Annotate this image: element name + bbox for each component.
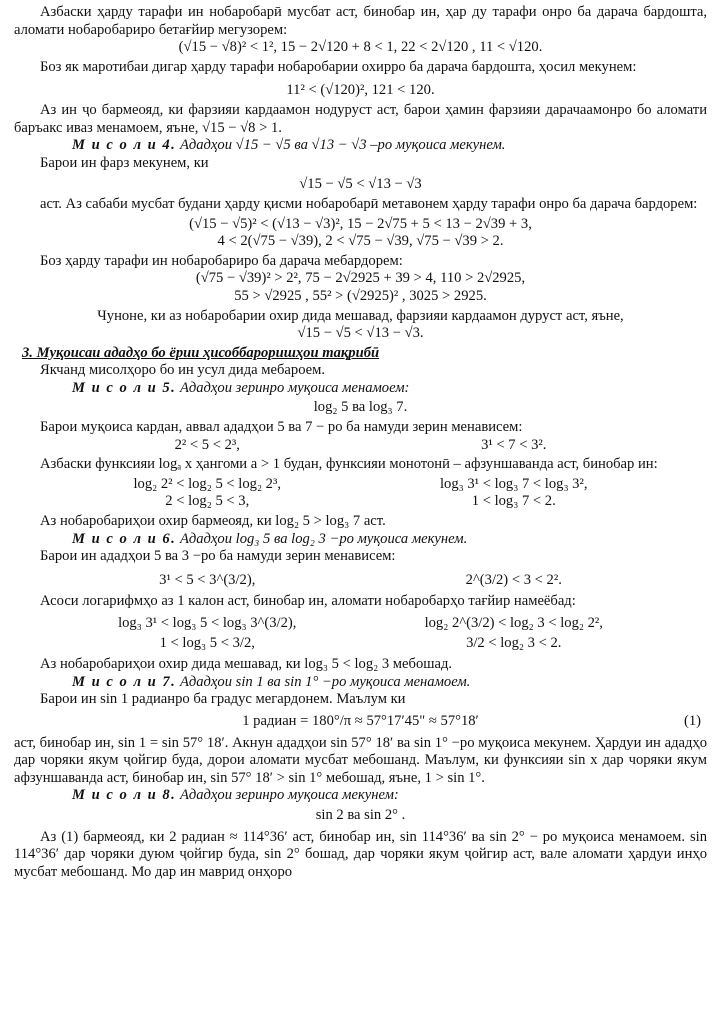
- paragraph: Боз ҳарду тарафи ин нобаробариро ба дарача мебардорем:: [40, 252, 403, 269]
- formula-pair: [14, 615, 707, 633]
- paragraph: Барои ин фарз мекунем, ки: [40, 154, 209, 171]
- formula: (√75 − √39)² > 2², 75 − 2√2925 + 39 > 4, 110 > 2√2925,: [195, 270, 526, 287]
- example-number: М и с о л и 4.: [72, 137, 177, 154]
- formula: sin 2 ва sin 2° .: [315, 806, 406, 823]
- example-heading: [14, 787, 707, 805]
- example-statement: Ададҳои log₃ 5 ва log₂ 3 −ро муқоиса мекунем.: [176, 530, 468, 547]
- formula-left: 2² < 5 < 2³,: [174, 436, 240, 453]
- formula-pair: [14, 635, 707, 653]
- formula: 4 < 2(√75 − √39), 2 < √75 − √39, √75 − √39 > 2.: [217, 233, 504, 250]
- example-number: М и с о л и 6.: [72, 530, 177, 547]
- formula-left: 2 < log₂ 5 < 3,: [165, 493, 250, 510]
- example-heading: [14, 137, 707, 155]
- example-statement: Ададҳои sin 1 ва sin 1° −ро муқоиса менамоем.: [176, 673, 471, 690]
- example-number: М и с о л и 5.: [72, 379, 177, 396]
- paragraph: аст. Аз сабаби мусбат будани ҳарду қисми нобаробарӣ метавонем ҳарду тарафи онро ба дарача бардорем:: [40, 195, 698, 212]
- formula: √15 − √5 < √13 − √3: [299, 176, 422, 193]
- example-statement: Ададҳои √15 − √5 ва √13 − √3 –ро муқоиса мекунем.: [176, 137, 506, 154]
- paragraph: Барои муқоиса кардан, аввал ададҳои 5 ва 7 − ро ба намуди зерин менависем:: [40, 419, 523, 436]
- formula-right: log₃ 3¹ < log₃ 7 < log₃ 3²,: [440, 475, 588, 492]
- section-title: 3. Муқоисаи ададҳо бо ёрии ҳисоббароришҳои тақрибӣ: [22, 344, 380, 361]
- section-heading: [14, 345, 707, 363]
- paragraph: Барои ин ададҳои 5 ва 3 −ро ба намуди зерин менависем:: [40, 548, 396, 565]
- formula-right: 3/2 < log₂ 3 < 2.: [466, 634, 562, 651]
- formula-right: 1 < log₃ 7 < 2.: [471, 493, 556, 510]
- example-number: М и с о л и 7.: [72, 673, 177, 690]
- example-heading: [14, 380, 707, 398]
- paragraph: Азбаски ҳарду тарафи ин нобаробарӣ мусбат аст, бинобар ин, ҳар ду тарафи онро ба дарача бардошта, аломати нобаробариро бетағйир мегузорем:: [14, 4, 707, 38]
- example-number: М и с о л и 8.: [72, 787, 177, 804]
- formula-right: 2^(3/2) < 3 < 2².: [465, 571, 562, 588]
- numbered-formula: [14, 713, 707, 731]
- example-heading: [14, 531, 707, 549]
- formula: 1 радиан = 180°/π ≈ 57°17′45" ≈ 57°18′: [242, 712, 479, 729]
- formula: 11² < (√120)², 121 < 120.: [286, 82, 435, 99]
- formula-pair: [14, 476, 707, 494]
- paragraph: Асоси логарифмҳо аз 1 калон аст, бинобар ин, аломати нобаробарҳо тағйир намеёбад:: [40, 593, 576, 610]
- example-statement: Ададҳои зеринро муқоиса мекунем:: [176, 787, 399, 804]
- paragraph: Аз нобаробариҳои охир дида мешавад, ки log₃ 5 < log₂ 3 мебошад.: [40, 656, 453, 673]
- formula-pair: [14, 572, 707, 590]
- paragraph: Аз ин ҷо бармеояд, ки фарзияи кардаамон нодуруст аст, барои ҳамин фарзияи дарачаамонро бо аломати баръакс иваз менамоем, яъне, √15 − √8 > 1.: [14, 101, 707, 136]
- paragraph: Якчанд мисолҳоро бо ин усул дида мебароем.: [40, 362, 326, 379]
- formula-pair: [14, 437, 707, 455]
- paragraph: Чуноне, ки аз нобаробарии охир дида мешавад, фарзияи кардаамон дуруст аст, яъне,: [97, 307, 624, 324]
- paragraph: аст, бинобар ин, sin 1 = sin 57° 18′. Акнун ададҳои sin 57° 18′ ва sin 1° −ро муқоиса мекунем. Ҳардуи ин ададҳо дар чоряки якум ҷойгир буда, дорои аломати мусбат мебошанд. Маълум, ки функсияи sin x дар чоряки якум афзуншаванда аст, бинобар ин, sin 57° 18′ > sin 1° мебошад, яъне, 1 > sin 1°.: [14, 734, 707, 786]
- formula-left: 1 < log₃ 5 < 3/2,: [159, 634, 255, 651]
- formula: √15 − √5 < √13 − √3.: [297, 325, 424, 342]
- formula: log₂ 5 ва log₃ 7.: [313, 399, 408, 416]
- paragraph: Боз як маротибаи дигар ҳарду тарафи нобаробарии охирро ба дарача бардошта, ҳосил мекунем:: [40, 58, 637, 75]
- equation-number: (1): [683, 712, 701, 729]
- example-statement: Ададҳои зеринро муқоиса менамоем:: [176, 379, 410, 396]
- formula: (√15 − √5)² < (√13 − √3)², 15 − 2√75 + 5 < 13 − 2√39 + 3,: [189, 215, 532, 232]
- formula-pair: [14, 493, 707, 511]
- paragraph: Аз (1) бармеояд, ки 2 радиан ≈ 114°36′ аст, бинобар ин, sin 114°36′ ва sin 2° − ро муқоиса менамоем. sin 114°36′ дар чоряки дуюм ҷойгир буда, sin 2° бошад, дар чоряки якум ҷойгир аст, вале аломати ҳардуи инҳо мусбат мебошанд. Мо дар ин маврид онҳоро: [14, 828, 707, 880]
- formula-left: log₂ 2² < log₂ 5 < log₂ 2³,: [133, 475, 281, 492]
- formula: 55 > √2925 , 55² > (√2925)² , 3025 > 2925.: [234, 287, 487, 304]
- formula-left: 3¹ < 5 < 3^(3/2),: [159, 571, 256, 588]
- formula-right: 3¹ < 7 < 3².: [481, 436, 547, 453]
- formula-left: log₃ 3¹ < log₃ 5 < log₃ 3^(3/2),: [118, 615, 297, 631]
- formula: (√15 − √8)² < 1², 15 − 2√120 + 8 < 1, 22 < 2√120 , 11 < √120.: [178, 39, 543, 56]
- paragraph: Азбаски функсияи logₐ x ҳангоми a > 1 будан, функсияи монотонӣ – афзуншаванда аст, бинобар ин:: [40, 456, 658, 473]
- paragraph: Аз нобаробариҳои охир бармеояд, ки log₂ 5 > log₃ 7 аст.: [40, 513, 386, 530]
- example-heading: [14, 674, 707, 692]
- paragraph: Барои ин sin 1 радианро ба градус мегардонем. Маълум ки: [40, 691, 406, 708]
- formula-right: log₂ 2^(3/2) < log₂ 3 < log₂ 2²,: [424, 615, 603, 631]
